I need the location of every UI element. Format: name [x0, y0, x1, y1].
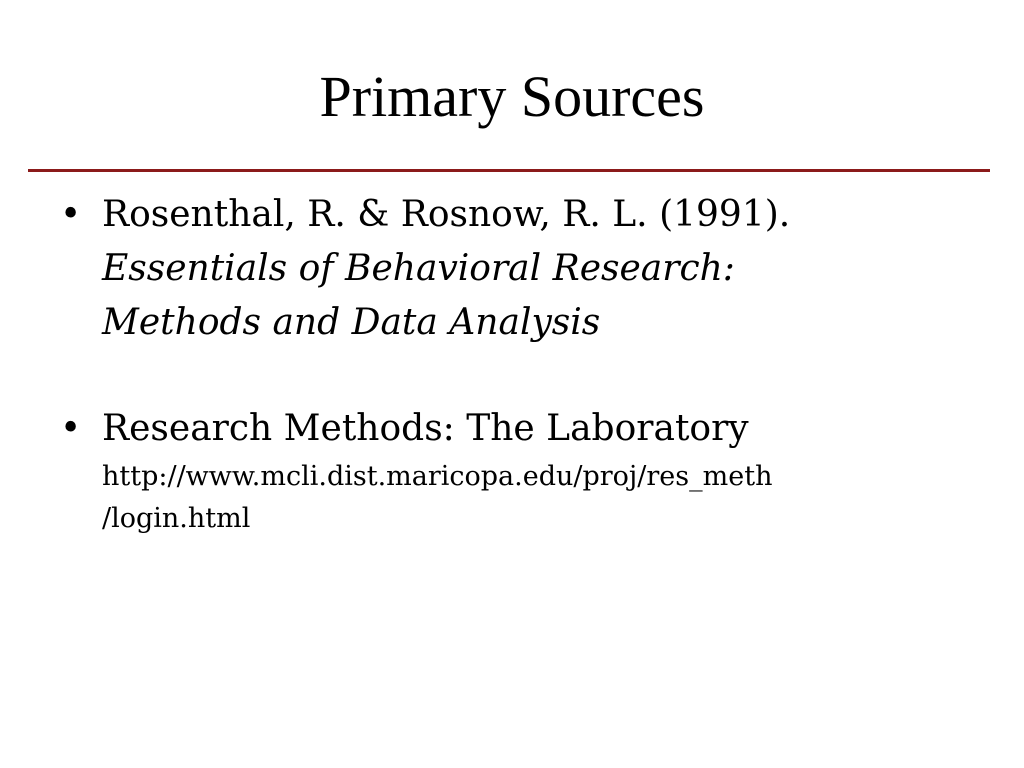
reference-item-rosenthal [60, 188, 980, 350]
slide-title: Primary Sources [319, 64, 705, 129]
reference-url-line-1[interactable]: http://www.mcli.dist.maricopa.edu/proj/res_meth [102, 461, 773, 492]
bullet-icon: • [60, 408, 82, 449]
title-divider [28, 169, 990, 172]
reference-list [60, 188, 980, 540]
reference-item-research-methods [60, 402, 980, 540]
reference-book-title: Essentials of Behavioral Research: [102, 248, 735, 289]
reference-authors: Rosenthal, R. & Rosnow, R. L. (1991). [102, 194, 791, 235]
reference-site-label: Research Methods: The Laboratory [102, 408, 749, 449]
reference-url-line-2[interactable]: /login.html [102, 503, 251, 534]
reference-book-subtitle: Methods and Data Analysis [102, 302, 601, 343]
bullet-icon: • [60, 194, 82, 235]
